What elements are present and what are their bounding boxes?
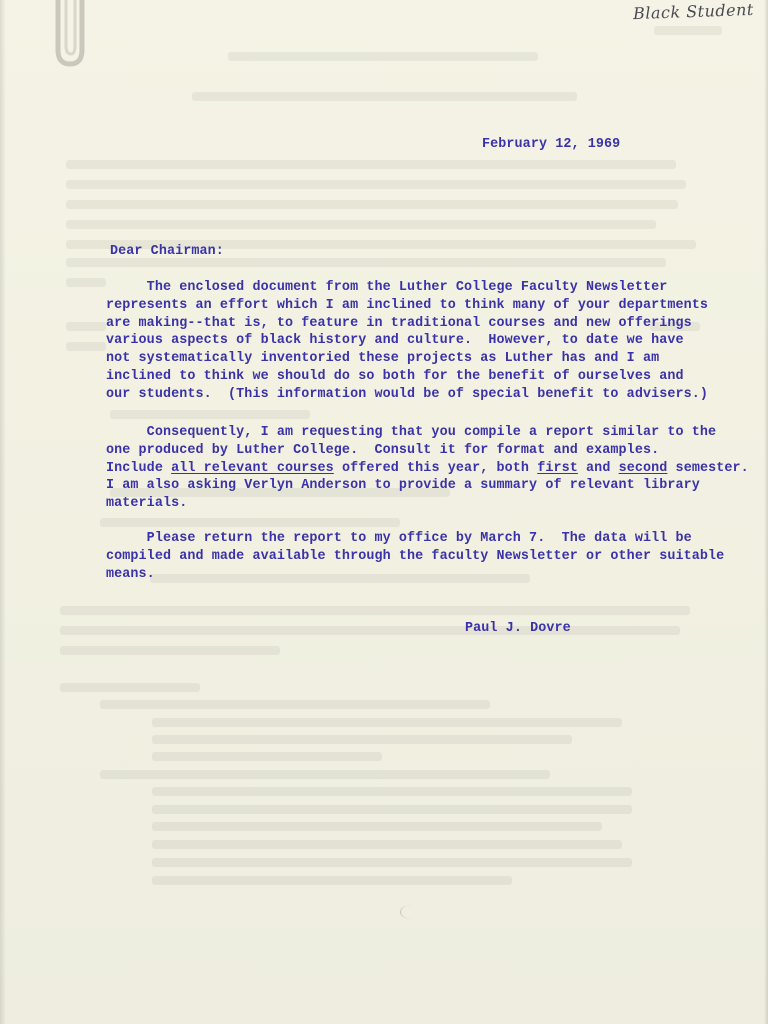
paragraph-2 <box>106 424 749 513</box>
paragraph-3-line: Please return the report to my office by March 7. The data will be <box>106 531 692 546</box>
page-left-edge <box>0 0 6 1024</box>
paragraph-1-line: are making--that is, to feature in traditional courses and new offerings <box>106 315 692 331</box>
letter-date: February 12, 1969 <box>482 137 621 152</box>
paragraph-2-line <box>106 460 749 478</box>
underlined-text: second <box>618 460 668 476</box>
paragraph-1 <box>106 279 709 404</box>
paragraph-3 <box>106 530 725 583</box>
underlined-text: first <box>537 460 578 476</box>
paragraph-2-line: materials. <box>106 496 188 512</box>
paragraph-1-line: not systematically inventoried these projects as Luther has and I am <box>106 351 660 367</box>
paragraph-1-line: The enclosed document from the Luther College Faculty Newsletter <box>106 280 668 295</box>
paragraph-1-line: our students. (This information would be of special benefit to advisers.) <box>106 386 709 402</box>
text-segment: semester. <box>667 460 749 476</box>
handwritten-annotation: Black Student <box>632 0 755 24</box>
text-segment: Include <box>106 460 172 476</box>
paragraph-2-line: I am also asking Verlyn Anderson to provide a summary of relevant library <box>106 478 700 494</box>
paragraph-1-line: represents an effort which I am inclined to think many of your departments <box>106 297 709 313</box>
text-segment: and <box>577 460 619 476</box>
page-right-edge <box>764 0 768 1024</box>
letter-salutation: Dear Chairman: <box>110 244 224 259</box>
text-segment: offered this year, both <box>333 460 538 476</box>
paragraph-3-line: means. <box>106 566 155 582</box>
underlined-text: all relevant courses <box>171 460 334 476</box>
paragraph-2-line: Consequently, I am requesting that you compile a report similar to the <box>106 425 717 440</box>
paper-mark <box>400 905 423 919</box>
paragraph-2-line: one produced by Luther College. Consult it for format and examples. <box>106 442 660 458</box>
paragraph-1-line: various aspects of black history and culture. However, to date we have <box>106 333 684 349</box>
paper-clip-icon <box>44 0 94 75</box>
paragraph-1-line: inclined to think we should do so both for the benefit of ourselves and <box>106 368 684 384</box>
paragraph-3-line: compiled and made available through the faculty Newsletter or other suitable <box>106 548 725 564</box>
signature: Paul J. Dovre <box>465 621 571 636</box>
